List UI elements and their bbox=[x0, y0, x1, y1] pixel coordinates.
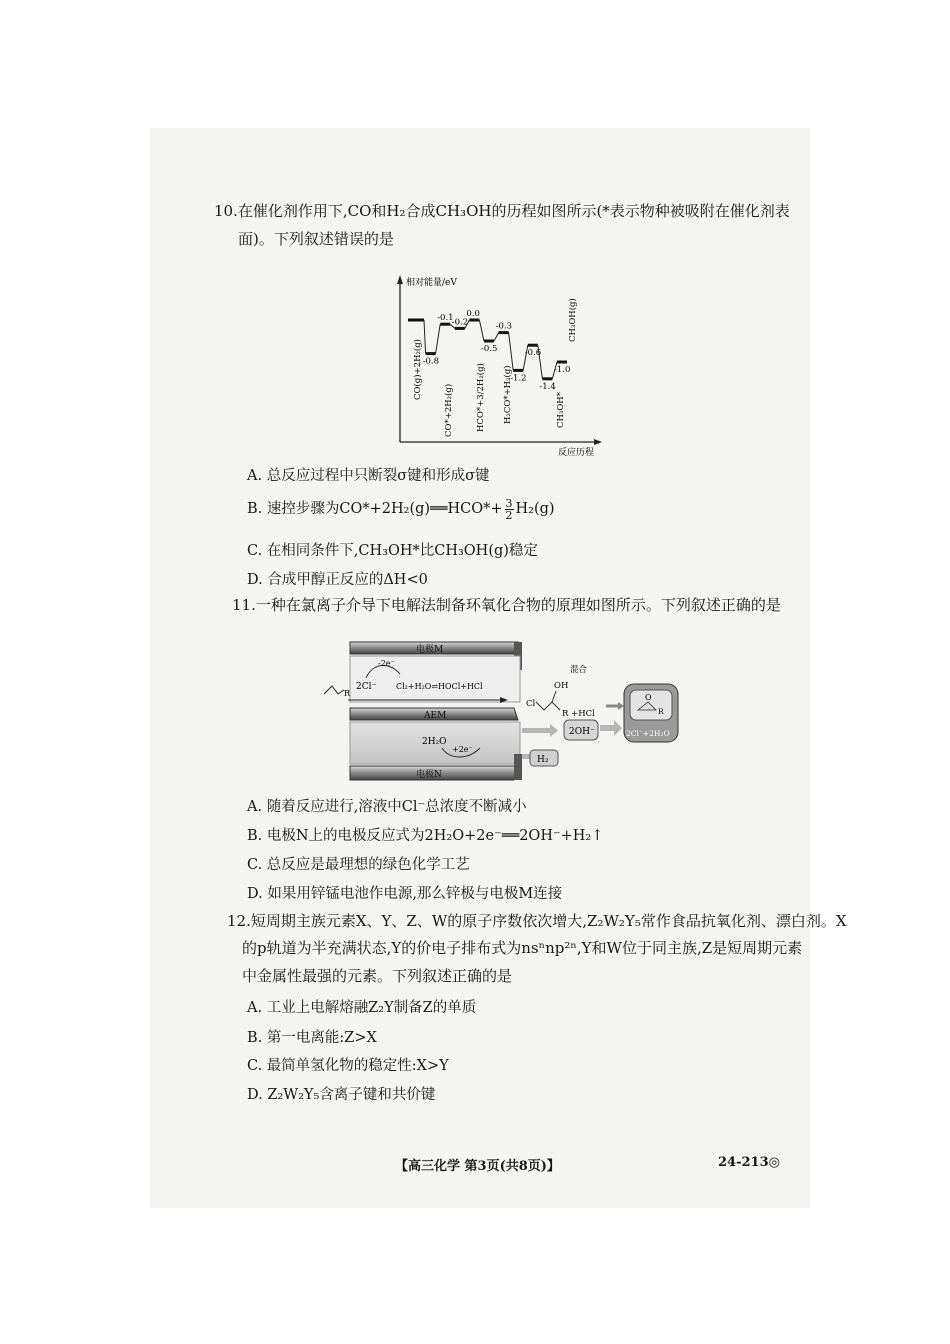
energy-value-label: -0.3 bbox=[495, 321, 512, 332]
svg-text:R: R bbox=[658, 707, 664, 716]
svg-text:Cl₂+H₂O⇌HOCl+HCl: Cl₂+H₂O⇌HOCl+HCl bbox=[396, 682, 483, 691]
energy-connector bbox=[424, 320, 426, 354]
svg-text:2OH⁻: 2OH⁻ bbox=[569, 727, 595, 737]
q12-option-a: A. 工业上电解熔融Z₂Y制备Z的单质 bbox=[247, 1000, 477, 1016]
energy-value-label: -0.2 bbox=[451, 317, 469, 328]
q10-option-b bbox=[247, 497, 555, 521]
q12-option-c: C. 最简单氢化物的稳定性:X>Y bbox=[247, 1058, 449, 1074]
q10-stem-line2: 面)。下列叙述错误的是 bbox=[238, 230, 394, 248]
energy-value-label: -1.0 bbox=[554, 365, 571, 375]
q11-option-b: B. 电极N上的电极反应式为2H₂O+2e⁻══2OH⁻+H₂↑ bbox=[247, 828, 604, 844]
q11-option-a: A. 随着反应进行,溶液中Cl⁻总浓度不断减小 bbox=[247, 799, 527, 815]
svg-text:H₂: H₂ bbox=[537, 755, 549, 765]
q10-option-a: A. 总反应过程中只断裂σ键和形成σ键 bbox=[247, 468, 490, 484]
exam-code: 24-213◎ bbox=[718, 1155, 780, 1170]
svg-text:R: R bbox=[344, 689, 351, 698]
y-axis-label: 相对能量/eV bbox=[406, 278, 457, 288]
q11-option-c: C. 总反应是最理想的绿色化学工艺 bbox=[247, 857, 470, 873]
energy-value-label: -1.2 bbox=[510, 373, 527, 384]
energy-profile-chart bbox=[380, 272, 610, 460]
three-halves-fraction: $\frac{3}{2}$ bbox=[505, 496, 513, 522]
species-label: CH₃OH* bbox=[556, 392, 566, 428]
svg-text:OH: OH bbox=[554, 681, 569, 691]
svg-text:O: O bbox=[645, 693, 652, 702]
anode-compartment bbox=[350, 656, 520, 702]
q10-stem-line1: 10.在催化剂作用下,CO和H₂合成CH₃OH的历程如图所示(*表示物种被吸附在催化剂表 bbox=[214, 202, 790, 220]
q10-option-d: D. 合成甲醇正反应的ΔH<0 bbox=[247, 572, 428, 588]
species-label: CO(g)+2H₂(g) bbox=[413, 339, 423, 400]
species-label: CO*+2H₂(g) bbox=[444, 383, 454, 437]
electrolysis-diagram bbox=[318, 636, 698, 788]
energy-value-label: -0.5 bbox=[481, 344, 498, 354]
species-label: HCO*+3/2H₂(g) bbox=[476, 363, 486, 432]
energy-value-label: -0.1 bbox=[437, 313, 454, 324]
svg-text:2H₂O: 2H₂O bbox=[422, 737, 447, 747]
q11-stem: 11.一种在氯离子介导下电解法制备环氧化合物的原理如图所示。下列叙述正确的是 bbox=[232, 596, 781, 614]
q12-option-b: B. 第一电离能:Z>X bbox=[247, 1030, 377, 1046]
energy-connector bbox=[479, 320, 484, 341]
svg-text:AEM: AEM bbox=[424, 711, 447, 721]
x-axis-label: 反应历程 bbox=[558, 448, 595, 458]
energy-connector bbox=[436, 324, 441, 353]
svg-text:混合: 混合 bbox=[570, 665, 588, 675]
q11-option-d: D. 如果用锌锰电池作电源,那么锌极与电极M连接 bbox=[247, 886, 563, 902]
svg-text:R +HCl: R +HCl bbox=[562, 709, 595, 719]
q10-option-c: C. 在相同条件下,CH₃OH*比CH₃OH(g)稳定 bbox=[247, 543, 538, 559]
energy-connector bbox=[494, 333, 499, 341]
q12-stem-line3: 中金属性最强的元素。下列叙述正确的是 bbox=[242, 967, 513, 985]
svg-text:电极M: 电极M bbox=[416, 645, 444, 655]
svg-text:2Cl⁻: 2Cl⁻ bbox=[356, 682, 377, 692]
svg-text:+2e⁻: +2e⁻ bbox=[452, 745, 473, 754]
energy-connector bbox=[509, 333, 514, 371]
energy-value-label: -0.8 bbox=[422, 356, 439, 367]
q12-option-d: D. Z₂W₂Y₅含离子键和共价键 bbox=[247, 1087, 436, 1103]
energy-value-label: -1.4 bbox=[539, 381, 556, 392]
page-footer: 【高三化学 第3页(共8页)】 bbox=[395, 1159, 560, 1174]
svg-text:Cl: Cl bbox=[526, 699, 536, 709]
svg-text:2Cl⁻+2H₂O: 2Cl⁻+2H₂O bbox=[626, 729, 670, 738]
svg-text:-2e⁻: -2e⁻ bbox=[378, 659, 395, 668]
energy-value-label: 0.0 bbox=[466, 309, 480, 319]
energy-value-label: -0.6 bbox=[524, 348, 542, 359]
q10-option-b-suffix: H₂(g) bbox=[515, 501, 555, 517]
svg-text:电极N: 电极N bbox=[416, 770, 442, 780]
q10-option-b-prefix: B. 速控步骤为CO*+2H₂(g)══HCO*+ bbox=[247, 501, 503, 517]
q12-stem-line1: 12.短周期主族元素X、Y、Z、W的原子序数依次增大,Z₂W₂Y₅常作食品抗氧化剂、漂白剂。X bbox=[227, 912, 847, 930]
species-label: CH₃OH(g) bbox=[568, 298, 578, 342]
q12-stem-line2: 的p轨道为半充满状态,Y的价电子排布式为nsⁿnp²ⁿ,Y和W位于同主族,Z是短周期元素 bbox=[242, 939, 803, 957]
species-label: H₂CO*+H₂(g) bbox=[503, 365, 513, 424]
